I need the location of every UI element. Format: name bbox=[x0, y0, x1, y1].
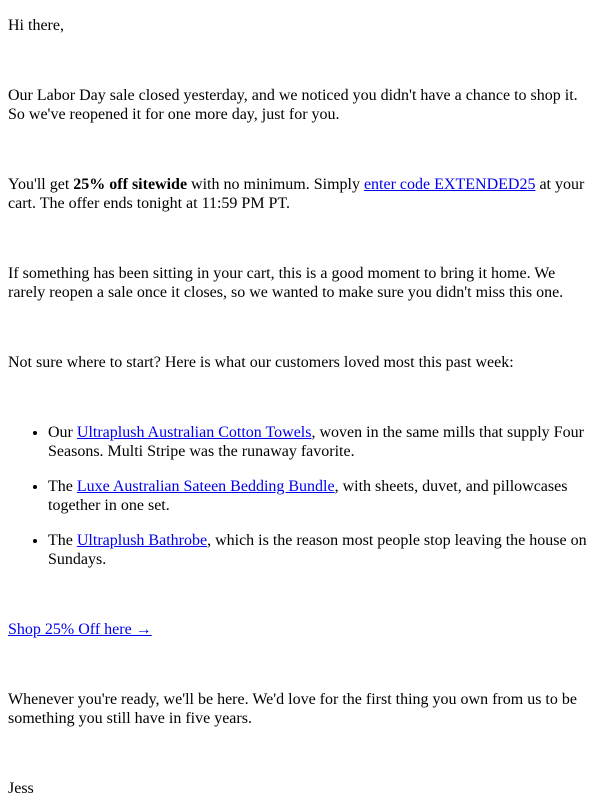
offer-paragraph bbox=[8, 175, 592, 213]
item-description: , which is the reason most people stop leaving the house on Sundays. bbox=[48, 532, 587, 568]
bedding-bundle-link[interactable]: Luxe Australian Sateen Bedding Bundle bbox=[76, 478, 335, 495]
signature: Jess bbox=[8, 780, 34, 797]
offer-discount: 25% off sitewide bbox=[73, 176, 188, 193]
list-item bbox=[48, 531, 592, 569]
item-prefix: Our bbox=[48, 424, 77, 441]
intro-paragraph: Our Labor Day sale closed yesterday, and we noticed you didn't have a chance to shop it. So we've reopened it for one more day, just for you. bbox=[8, 87, 578, 123]
towels-link[interactable]: Ultraplush Australian Cotton Towels bbox=[76, 424, 312, 441]
offer-middle: with no minimum. Simply bbox=[187, 176, 364, 193]
product-list bbox=[8, 423, 592, 585]
cart-note-paragraph: If something has been sitting in your cart, this is a good moment to bring it home. We rarely reopen a sale once it closes, so we wanted to make sure you didn't miss this one. bbox=[8, 265, 564, 301]
bathrobe-link[interactable]: Ultraplush Bathrobe bbox=[76, 532, 208, 549]
item-description: , with sheets, duvet, and pillowcases together in one set. bbox=[48, 478, 568, 514]
shop-sale-link[interactable]: Shop 25% Off here → bbox=[8, 621, 152, 638]
list-item bbox=[48, 423, 592, 461]
cta-paragraph bbox=[8, 620, 592, 639]
closing-paragraph: Whenever you're ready, we'll be here. We'd love for the first thing you own from us to be something you still have in five years. bbox=[8, 691, 577, 727]
list-item bbox=[48, 477, 592, 515]
picks-intro: Not sure where to start? Here is what our customers loved most this past week: bbox=[8, 354, 514, 371]
item-prefix: The bbox=[48, 532, 77, 549]
offer-suffix: at your cart. The offer ends tonight at 11:59 PM PT. bbox=[8, 176, 585, 212]
greeting: Hi there, bbox=[8, 17, 64, 34]
code-link[interactable]: enter code EXTENDED25 bbox=[363, 176, 536, 193]
item-prefix: The bbox=[48, 478, 77, 495]
item-description: , woven in the same mills that supply Four Seasons. Multi Stripe was the runaway favorite. bbox=[48, 424, 584, 460]
offer-prefix: You'll get bbox=[8, 176, 74, 193]
